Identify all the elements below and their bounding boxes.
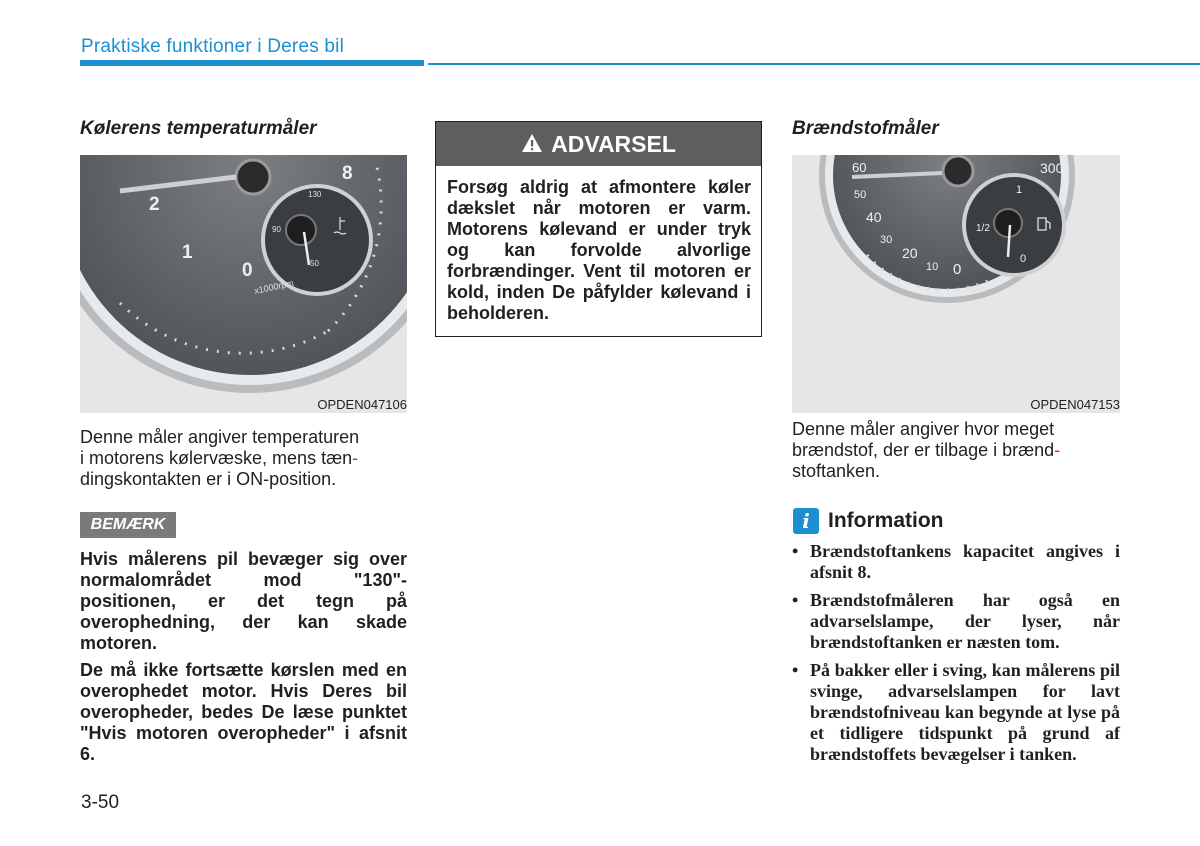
fuel-label-empty: 0 xyxy=(1020,253,1027,265)
header-title: Praktiske funktioner i Deres bil xyxy=(81,36,345,57)
warning-header xyxy=(436,122,761,166)
warning-title: ADVARSEL xyxy=(551,131,676,157)
temp-label-50: 50 xyxy=(310,259,319,268)
note-badge: BEMÆRK xyxy=(80,512,176,538)
tach-label-2: 2 xyxy=(149,194,160,215)
speed-label-30: 30 xyxy=(880,234,893,246)
bullet: • xyxy=(792,590,799,610)
info-list xyxy=(792,541,1120,772)
section-title-fuel: Brændstofmåler xyxy=(792,118,939,139)
bullet: • xyxy=(792,660,799,680)
speed-unit: km/h xyxy=(968,285,986,294)
speed-label-0: 0 xyxy=(953,261,962,278)
tach-label-8: 8 xyxy=(342,163,353,184)
tach-unit: x1000rpm xyxy=(253,277,295,296)
info-item: • På bakker eller i sving, kan målerens pil svinge, advarselslampen for lavt brændstofniveau kan begynde at lyse på et tidligere tidspunkt på grund af brændstoffets bevægelser i tanken. xyxy=(792,660,1120,764)
note-paragraph-1: Hvis målerens pil bevæger sig over normalområdet mod "130"-positionen, er det tegn på overophedning, der kan skade motoren. xyxy=(80,549,407,653)
note-paragraph-2: De må ikke fortsætte kørslen med en overophedet motor. Hvis Deres bil overopheder, bedes De læse punktet "Hvis motoren overopheder" i afsnit 6. xyxy=(80,660,407,764)
speed-label-40: 40 xyxy=(866,209,882,225)
header-accent-bar xyxy=(80,60,424,66)
speed-label-60: 60 xyxy=(852,160,867,175)
section-title-coolant: Kølerens temperaturmåler xyxy=(80,118,317,139)
warning-triangle-icon xyxy=(521,133,543,153)
tach-label-1: 1 xyxy=(182,242,193,263)
fuel-gauge-figure xyxy=(792,155,1120,413)
warning-box xyxy=(435,121,762,337)
figure-code: OPDEN047106 xyxy=(317,397,407,412)
speedometer-illustration xyxy=(792,155,1120,413)
tachometer-illustration xyxy=(80,155,407,413)
fuel-label-half: 1/2 xyxy=(976,223,990,234)
speed-label-300: 300 xyxy=(1040,160,1064,176)
figure-code: OPDEN047153 xyxy=(1030,397,1120,412)
hyphen: - xyxy=(1054,440,1061,460)
page-number: 3-50 xyxy=(81,792,120,813)
info-item: • Brændstofmåleren har også en advarselslampe, der lyser, når brændstoftanken er næsten tom. xyxy=(792,590,1120,652)
coolant-description: Denne måler angiver temperaturen i motorens kølervæske, mens tæn- dingskontakten er i ON-position. xyxy=(80,427,360,489)
speed-label-10: 10 xyxy=(926,261,939,273)
hyphen: - xyxy=(352,448,359,468)
info-item: • Brændstoftankens kapacitet angives i afsnit 8. xyxy=(792,541,1120,582)
speed-label-20: 20 xyxy=(902,245,918,261)
speed-label-50: 50 xyxy=(854,189,867,201)
fuel-description: Denne måler angiver hvor meget brændstof, der er tilbage i brænd- stoftanken. xyxy=(792,419,1061,481)
info-icon: i xyxy=(793,508,819,534)
coolant-gauge-figure xyxy=(80,155,407,413)
bullet: • xyxy=(792,541,799,561)
temp-label-130: 130 xyxy=(308,190,322,199)
warning-text: Forsøg aldrig at afmontere køler dækslet når motoren er varm. Motorens kølevand er under tryk og kan forvolde alvorlige forbrændinger. Vent til motoren er kold, inden De påfylder kølevand i beholderen. xyxy=(447,177,751,323)
tach-label-0: 0 xyxy=(242,260,253,281)
temp-label-90: 90 xyxy=(272,225,281,234)
header-rule xyxy=(428,63,1200,65)
info-title: Information xyxy=(828,509,944,532)
fuel-label-full: 1 xyxy=(1016,184,1023,196)
